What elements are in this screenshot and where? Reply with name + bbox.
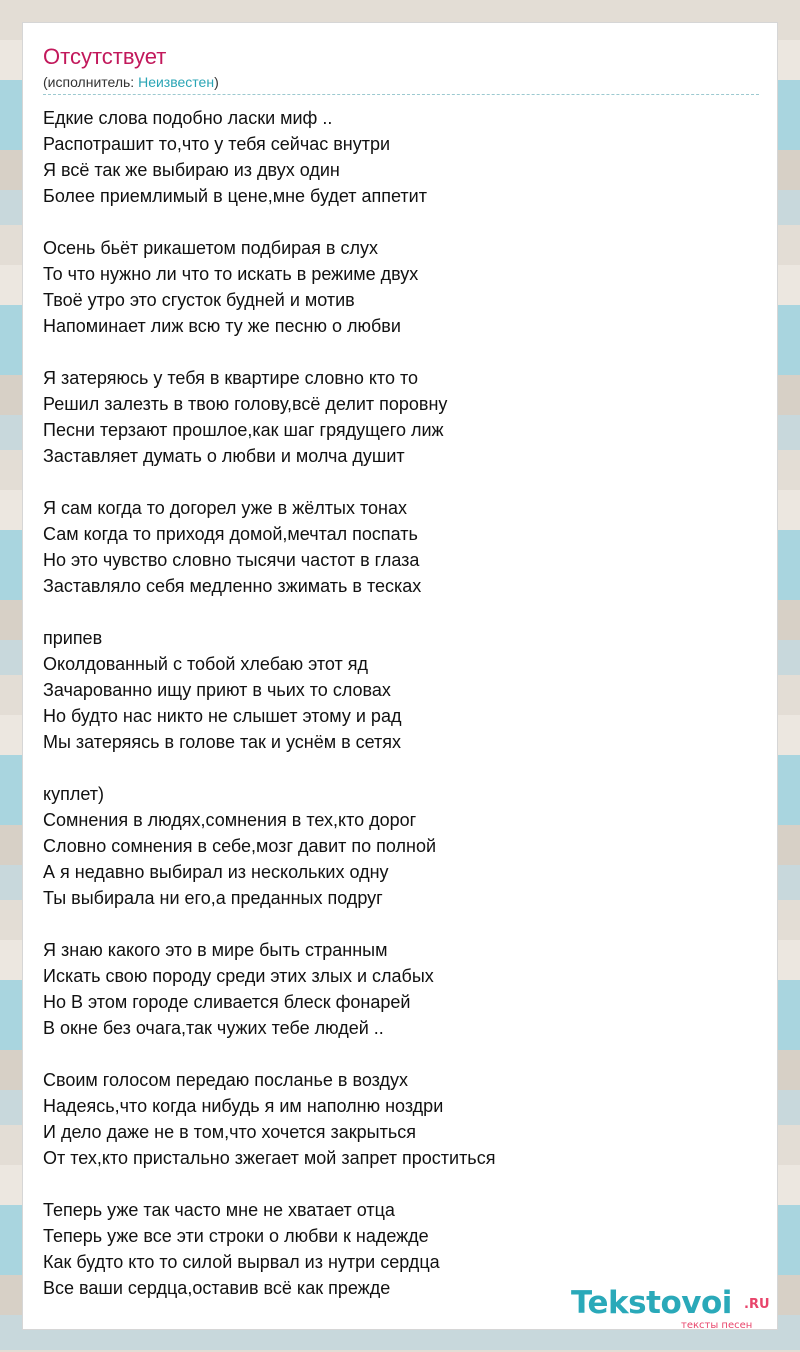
header-divider [43,94,759,95]
lyric-line: Но это чувство словно тысячи частот в глаза [43,550,420,570]
artist-suffix: ) [214,74,219,90]
lyric-line: Я всё так же выбираю из двух один [43,160,340,180]
lyric-line: Твоё утро это сгусток будней и мотив [43,290,355,310]
lyric-line: Словно сомнения в себе,мозг давит по полной [43,836,437,856]
lyric-line: куплет) [43,784,104,804]
lyric-line: Сомнения в людях,сомнения в тех,кто дорог [43,810,417,830]
lyric-line: То что нужно ли что то искать в режиме двух [43,264,419,284]
stanza [43,937,763,1041]
lyric-line: Напоминает лиж всю ту же песню о любви [43,316,401,336]
lyric-line: Распотрашит то,что у тебя сейчас внутри [43,134,391,154]
lyric-line: Мы затеряясь в голове так и уснём в сетях [43,732,402,752]
stanza [43,1067,763,1171]
artist-prefix: (исполнитель: [43,74,139,90]
lyric-line: Околдованный с тобой хлебаю этот яд [43,654,369,674]
lyric-line: Но В этом городе сливается блеск фонарей [43,992,411,1012]
lyric-line: Своим голосом передаю посланье в воздух [43,1070,408,1090]
lyrics-body [43,105,763,1327]
lyric-line: Теперь уже так часто мне не хватает отца [43,1200,395,1220]
lyric-line: Искать свою породу среди этих злых и слабых [43,966,434,986]
lyric-line: Зачарованно ищу приют в чьих то словах [43,680,391,700]
lyric-line: Более приемлимый в цене,мне будет аппетит [43,186,427,206]
lyric-line: Песни терзают прошлое,как шаг грядущего лиж [43,420,444,440]
stanza [43,235,763,339]
lyric-line: Надеясь,что когда нибудь я им наполню ноздри [43,1096,444,1116]
lyric-line: Заставляет думать о любви и молча душит [43,446,405,466]
lyric-line: Я знаю какого это в мире быть странным [43,940,388,960]
song-title: Отсутствует [43,44,167,69]
lyric-line: припев [43,628,103,648]
stanza [43,105,763,209]
lyric-line: Сам когда то приходя домой,мечтал поспать [43,524,418,544]
logo-tagline: тексты песен [681,1320,753,1331]
lyric-line: Все ваши сердца,оставив всё как прежде [43,1278,391,1298]
logo-tld: .RU [744,1297,770,1312]
logo-wordmark: Tekstovoi [571,1285,732,1321]
artist-link[interactable]: Неизвестен [138,74,215,90]
lyric-line: Я сам когда то догорел уже в жёлтых тонах [43,498,407,518]
lyric-line: Решил залезть в твою голову,всё делит поровну [43,394,448,414]
stanza [43,781,763,911]
lyric-line: Осень бьёт рикашетом подбирая в слух [43,238,378,258]
lyric-line: Я затеряюсь у тебя в квартире словно кто то [43,368,419,388]
lyric-line: В окне без очага,так чужих тебе людей .. [43,1018,384,1038]
artist-line [43,73,219,91]
lyric-line: Но будто нас никто не слышет этому и рад [43,706,402,726]
lyric-line: Ты выбирала ни его,а преданных подруг [43,888,383,908]
lyric-line: И дело даже не в том,что хочется закрыться [43,1122,416,1142]
lyric-line: А я недавно выбирал из нескольких одну [43,862,389,882]
lyric-line: Как будто кто то силой вырвал из нутри сердца [43,1252,440,1272]
stanza [43,365,763,469]
lyric-line: Едкие слова подобно ласки миф .. [43,108,333,128]
lyric-line: Заставляло себя медленно зжимать в тесках [43,576,422,596]
site-logo[interactable] [571,1285,781,1335]
lyric-line: Теперь уже все эти строки о любви к надежде [43,1226,429,1246]
stanza [43,625,763,755]
stanza [43,495,763,599]
lyrics-card [22,22,778,1330]
lyric-line: От тех,кто пристально зжегает мой запрет проститься [43,1148,496,1168]
